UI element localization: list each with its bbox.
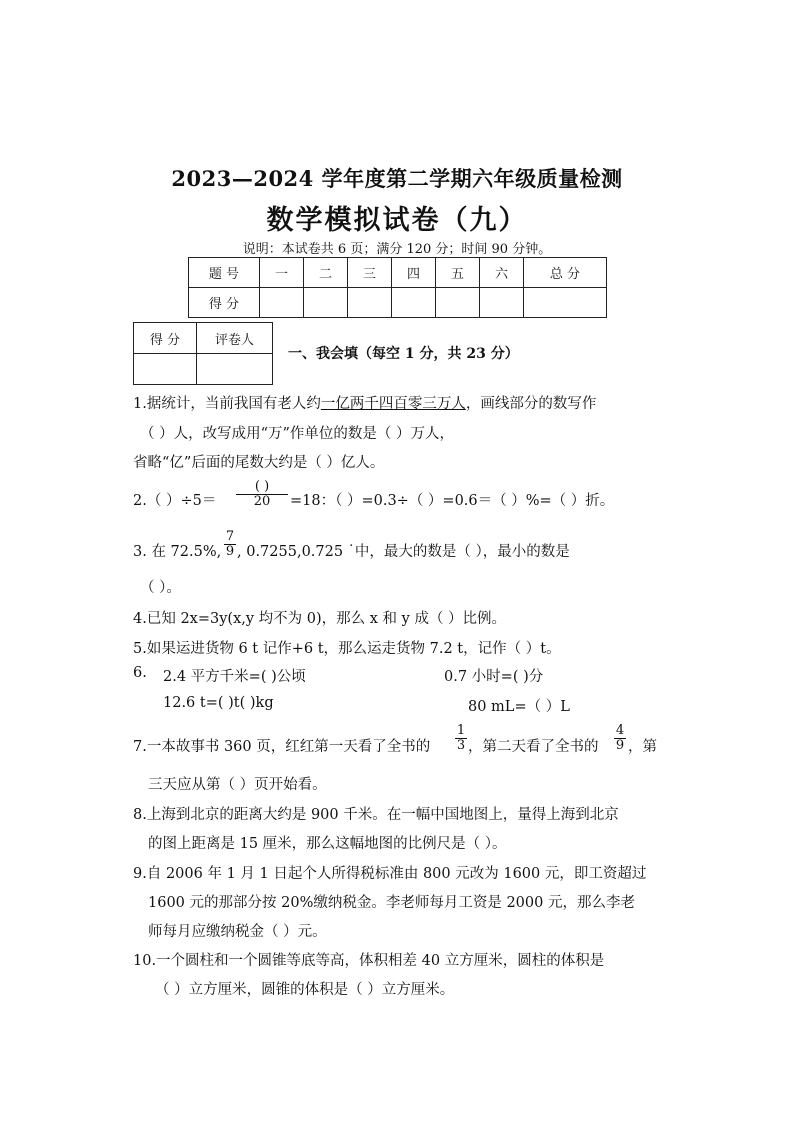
question-3-line-2: （ ）。	[140, 580, 181, 596]
score-cell: 六	[480, 258, 524, 288]
exam-note: 说明：本试卷共 6 页；满分 120 分；时间 90 分钟。	[242, 242, 552, 257]
question-6-c: 12.6 t=( )t( )kg	[163, 695, 274, 711]
score-table-score-row	[189, 288, 607, 318]
grader-name-input[interactable]	[197, 354, 273, 385]
score-input-cell[interactable]	[436, 288, 480, 318]
fraction-denominator: 9	[225, 544, 235, 559]
q1-text: 1.据统计，当前我国有老人约	[133, 396, 321, 412]
question-9-line-3: 师每月应缴纳税金（ ）元。	[148, 924, 327, 940]
score-cell: 四	[392, 258, 436, 288]
grader-name-label: 评卷人	[197, 323, 273, 354]
question-4: 4.已知 2x=3y(x,y 均不为 0)，那么 x 和 y 成（ ）比例。	[133, 611, 507, 627]
score-cell: 题 号	[189, 258, 260, 288]
question-5: 5.如果运进货物 6 t 记作+6 t，那么运走货物 7.2 t，记作（ ）t。	[133, 641, 561, 657]
score-input-cell[interactable]	[260, 288, 304, 318]
fraction-denominator: 20	[253, 494, 271, 509]
question-1-line-1	[133, 392, 596, 413]
question-3-part-b: , 0.7255,0.725 ˙中，最大的数是（ ），最小的数是	[237, 544, 570, 560]
question-6-b: 0.7 小时=( )分	[444, 669, 544, 685]
question-9-line-1: 9.自 2006 年 1 月 1 日起个人所得税标准由 800 元改为 1600 元，即工资超过	[133, 866, 647, 882]
score-input-cell[interactable]	[304, 288, 348, 318]
question-2-part-a: 2.（ ）÷5＝	[133, 493, 217, 509]
score-cell: 五	[436, 258, 480, 288]
score-input-cell[interactable]	[480, 288, 524, 318]
question-9-line-2: 1600 元的那部分按 20%缴纳税金。李老师每月工资是 2000 元，那么李老	[148, 895, 635, 911]
question-8-line-2: 的图上距离是 15 厘米，那么这幅地图的比例尺是（ ）。	[148, 836, 507, 852]
fraction-numerator: 1	[456, 723, 466, 738]
score-table-header-row	[189, 258, 607, 288]
question-7-line-2: 三天应从第（ ）页开始看。	[148, 777, 327, 793]
q7-fraction-2	[614, 724, 626, 753]
question-6-d: 80 mL=（ ）L	[468, 699, 570, 715]
q2-fraction	[236, 480, 288, 509]
q3-fraction	[224, 530, 236, 559]
fraction-denominator: 3	[456, 738, 466, 753]
grader-score-input[interactable]	[134, 354, 197, 385]
fraction-numerator: ( )	[254, 479, 270, 494]
q1-text: ，画线部分的数写作	[465, 396, 597, 412]
exam-subtitle: 数学模拟试卷（九）	[266, 205, 528, 236]
section-title: 一、我会填（每空 1 分，共 23 分）	[288, 346, 519, 362]
question-7-part-c: ，第	[628, 739, 657, 755]
score-cell: 二	[304, 258, 348, 288]
fraction-numerator: 4	[615, 723, 625, 738]
question-1-line-3: 省略“亿”后面的尾数大约是（ ）亿人。	[133, 455, 385, 471]
question-2-part-b: =18：（ ）=0.3÷（ ）=0.6＝（ ）%=（ ）折。	[290, 493, 615, 509]
score-table	[188, 257, 607, 318]
score-cell: 一	[260, 258, 304, 288]
fraction-denominator: 9	[615, 738, 625, 753]
score-cell: 得 分	[189, 288, 260, 318]
question-6-a: 2.4 平方千米=( )公顷	[163, 669, 306, 685]
question-7-part-b: ，第二天看了全书的	[468, 739, 599, 755]
fraction-numerator: 7	[225, 529, 235, 544]
question-7-part-a: 7.一本故事书 360 页，红红第一天看了全书的	[133, 739, 431, 755]
question-3-part-a: 3. 在 72.5%,	[133, 544, 222, 560]
question-8-line-1: 8.上海到北京的距离大约是 900 千米。在一幅中国地图上，量得上海到北京	[133, 807, 619, 823]
question-1-line-2: （ ）人，改写成用“万”作单位的数是（ ）万人，	[140, 426, 455, 442]
grader-table	[133, 322, 273, 385]
question-10-line-2: （ ）立方厘米，圆锥的体积是（ ）立方厘米。	[155, 982, 455, 998]
score-cell: 三	[348, 258, 392, 288]
score-input-cell[interactable]	[348, 288, 392, 318]
score-cell: 总 分	[524, 258, 607, 288]
score-input-cell[interactable]	[392, 288, 436, 318]
grader-score-label: 得 分	[134, 323, 197, 354]
exam-title: 2023—2024 学年度第二学期六年级质量检测	[171, 166, 623, 191]
q1-underlined-number: 一亿两千四百零三万人	[320, 396, 466, 412]
question-6-number: 6.	[133, 665, 147, 681]
question-10-line-1: 10.一个圆柱和一个圆锥等底等高，体积相差 40 立方厘米，圆柱的体积是	[133, 953, 605, 969]
score-input-cell[interactable]	[524, 288, 607, 318]
q7-fraction-1	[455, 724, 467, 753]
